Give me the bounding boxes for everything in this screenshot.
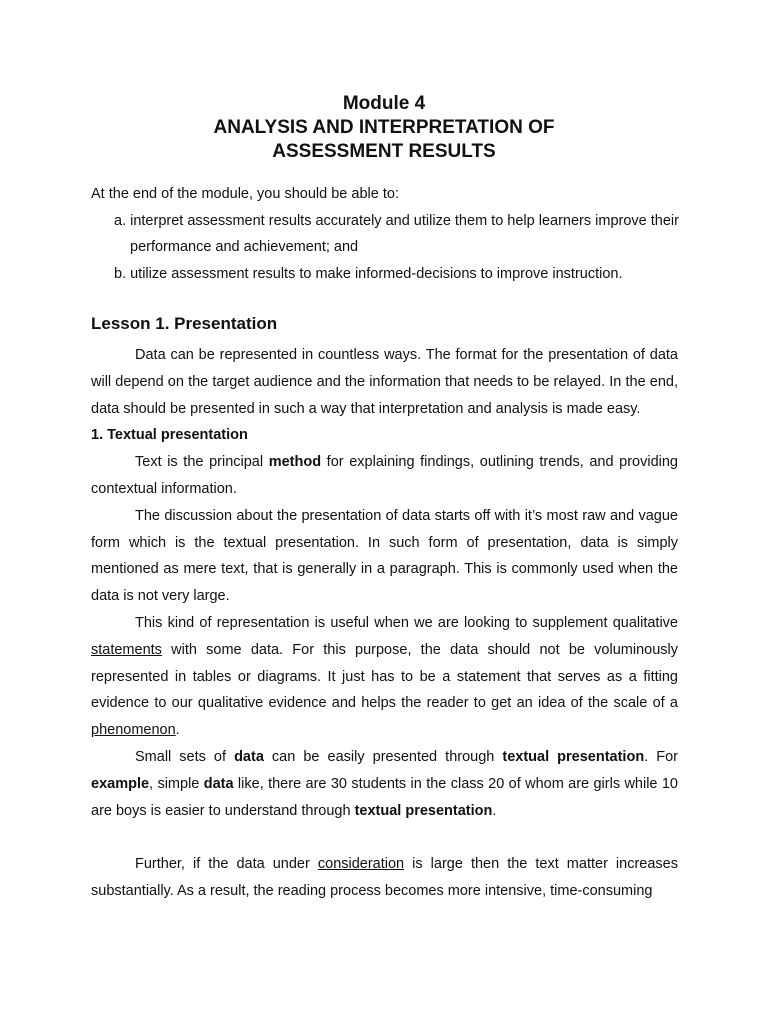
section-heading-textual-presentation: 1. Textual presentation xyxy=(91,427,248,444)
objective-a: a. interpret assessment results accurately and utilize them to help learners improve their performance and achievement; and xyxy=(114,212,679,255)
learning-objectives xyxy=(91,181,681,287)
module-header xyxy=(0,92,768,164)
lesson-title: Lesson 1. Presentation xyxy=(91,314,278,333)
bold-method: method xyxy=(268,454,322,471)
paragraph-6: Further, if the data under consideration is large then the text matter increases substantially. As a result, the reading process becomes more intensive, time-consuming xyxy=(91,856,678,899)
link-phenomenon[interactable]: phenomenon xyxy=(91,722,176,739)
module-number: Module 4 xyxy=(342,93,426,114)
module-title-line-1: ANALYSIS AND INTERPRETATION OF xyxy=(213,117,555,138)
objective-b: b. utilize assessment results to make informed-decisions to improve instruction. xyxy=(114,265,623,282)
lesson-body xyxy=(91,342,678,905)
link-consideration[interactable]: consideration xyxy=(317,856,405,873)
paragraph-3: The discussion about the presentation of data starts off with it’s most raw and vague form which is the textual presentation. In such form of presentation, data is simply mentioned as mere text, that is generally in a paragraph. This is commonly used when the data is not very large. xyxy=(91,507,678,605)
paragraph-1: Data can be represented in countless ways. The format for the presentation of data will depend on the target audience and the information that needs to be relayed. In the end, data should be presented in such a way that interpretation and analysis is made easy. xyxy=(91,347,678,417)
paragraph-4: This kind of representation is useful when we are looking to supplement qualitative statements with some data. For this purpose, the data should not be voluminously represented in tables or diagrams. It just has to be a statement that serves as a fitting evidence to our qualitative evidence and helps the reader to get an idea of the scale of a phenomenon. xyxy=(91,614,678,739)
paragraph-5: Small sets of data can be easily presented through textual presentation. For example, simple data like, there are 30 students in the class 20 of whom are girls while 10 are boys is easier to understand through textual presentation. xyxy=(91,748,679,819)
paragraph-2: Text is the principal method for explaining findings, outlining trends, and providing contextual information. xyxy=(91,454,678,497)
spacer xyxy=(91,824,678,851)
objectives-lead: At the end of the module, you should be able to: xyxy=(91,186,399,202)
module-title-line-2: ASSESSMENT RESULTS xyxy=(272,141,496,162)
link-statements[interactable]: statements xyxy=(91,641,162,658)
